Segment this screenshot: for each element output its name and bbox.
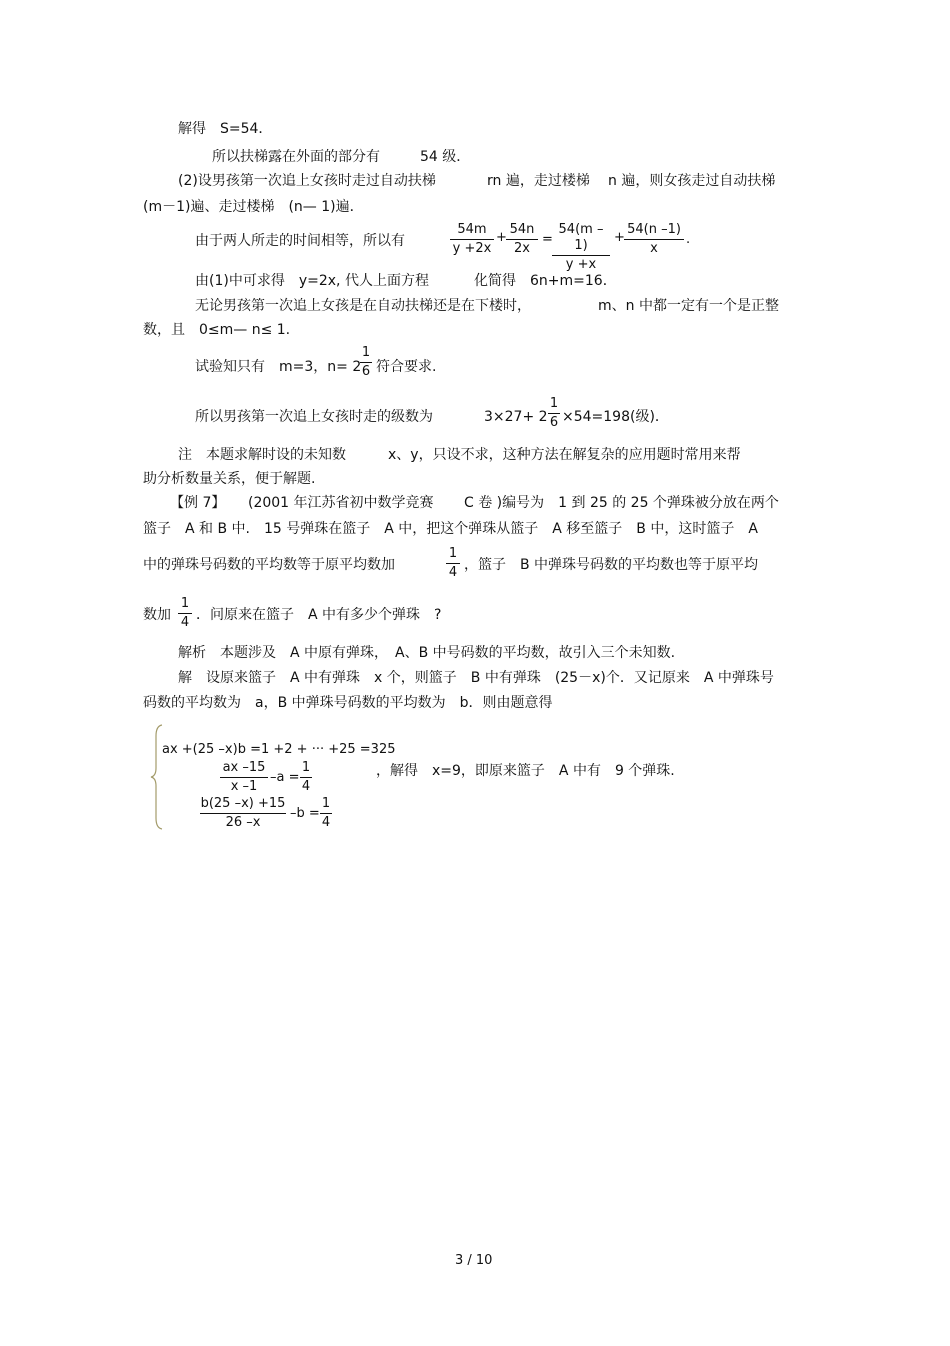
quarter-fraction-2-numerator: 1 [180,596,190,611]
line-11b: x、y，只设不求，这种方法在解复杂的应用题时常用来帮 [388,447,741,463]
line-9b: 符合要求. [376,359,437,375]
line-15b: ，篮子 B 中弹珠号码数的平均数也等于原平均 [464,557,759,573]
plus-sign-2: + [614,230,625,245]
line-2b: 54 级． [420,149,471,165]
line-14: 篮子 A 和 B 中. 15 号弹珠在篮子 A 中，把这个弹珠从篮子 A 移至篮子 B 中，这时篮子 A [143,521,758,537]
line-15a: 中的弹珠号码数的平均数等于原平均数加 [143,557,395,573]
system-row-3-middle: –b = [290,806,320,821]
line-3b: rn 遍，走过楼梯 [487,173,590,189]
line-13a: 【例 7】 [170,495,226,511]
system-row-2-denominator: x –1 [230,779,258,794]
page-number: 3 / 10 [455,1253,493,1268]
fraction-2-denominator: 2x [514,241,530,256]
fraction-2 [506,222,538,257]
system-row-2-fraction [220,760,268,795]
system-row-2-quarter [300,760,312,795]
line-7b: m、n 中都一定有一个是正整 [598,298,779,314]
mixed-fraction-2-numerator: 1 [549,396,559,411]
equals-sign: = [542,232,553,247]
line-10b: 3×27+ 2 [484,409,548,425]
fraction-4-denominator: x [650,241,658,256]
mixed-fraction-2-denominator: 6 [549,415,559,430]
fraction-4-numerator: 54(n –1) [627,222,681,237]
fraction-1-numerator: 54m [457,222,487,237]
mixed-fraction-1 [360,345,372,380]
line-13b: (2001 年江苏省初中数学竞赛 [248,495,434,511]
line-13c: C 卷 )编号为 1 到 25 的 25 个弹珠被分放在两个 [464,495,779,511]
plus-sign-1: + [496,230,507,245]
line-10a: 所以男孩第一次追上女孩时走的级数为 [195,409,433,425]
line-3a: (2)设男孩第一次追上女孩时走过自动扶梯 [178,173,436,189]
line-1: 解得 S=54． [178,121,273,137]
system-row-3-fraction [200,796,286,831]
line-7a: 无论男孩第一次追上女孩是在自动扶梯还是在下楼时， [195,298,531,314]
mixed-fraction-1-denominator: 6 [361,364,371,379]
system-row-3-quarter-denominator: 4 [321,815,331,830]
system-row-3-numerator: b(25 –x) +15 [200,796,286,811]
fraction-3 [552,222,610,273]
fraction-4 [624,222,684,257]
line-3c: n 遍，则女孩走过自动扶梯 [608,173,776,189]
line-6b: 化简得 6n+m=16． [474,273,617,289]
line-19: 码数的平均数为 a，B 中弹珠号码数的平均数为 b．则由题意得 [143,695,553,711]
mixed-fraction-2 [548,396,560,431]
mixed-fraction-1-numerator: 1 [361,345,371,360]
system-row-2-quarter-numerator: 1 [301,760,311,775]
fraction-3-denominator: y +x [565,257,597,272]
line-4: (m－1)遍、走过楼梯 (n— 1)遍． [143,199,364,215]
quarter-fraction-2 [178,596,192,631]
line-10c: ×54=198(级)． [562,409,669,425]
quarter-fraction-2-denominator: 4 [180,615,190,630]
system-row-2-middle: –a = [270,770,300,785]
system-row-3-quarter [320,796,332,831]
line-17: 解析 本题涉及 A 中原有弹珠， A、B 中号码数的平均数，故引入三个未知数. [178,645,676,661]
fraction-2-numerator: 54n [509,222,535,237]
system-row-3-quarter-numerator: 1 [321,796,331,811]
line-18: 解 设原来篮子 A 中有弹珠 x 个，则篮子 B 中有弹珠 (25－x)个．又记原来 A 中弹珠号 [178,670,774,686]
line-6a: 由(1)中可求得 y=2x, 代人上面方程 [195,273,429,289]
line-9a: 试验知只有 m=3，n= 2 [195,359,362,375]
line-12: 助分析数量关系，便于解题. [143,471,316,487]
fraction-1 [450,222,494,257]
quarter-fraction-1 [446,546,460,581]
equation-end-period: . [686,232,691,247]
line-16a: 数加 [143,607,171,623]
quarter-fraction-1-denominator: 4 [448,565,458,580]
line-8: 数，且 0≤m— n≤ 1. [143,322,291,338]
system-row-2-quarter-denominator: 4 [301,779,311,794]
line-11a: 注 本题求解时设的未知数 [178,447,346,463]
line-20: ，解得 x=9，即原来篮子 A 中有 9 个弹珠. [376,763,675,779]
line-2a: 所以扶梯露在外面的部分有 [212,149,380,165]
quarter-fraction-1-numerator: 1 [448,546,458,561]
fraction-1-denominator: y +2x [452,241,492,256]
system-row-1: ax +(25 –x)b =1 +2 + ··· +25 =325 [162,742,396,757]
system-row-2-numerator: ax –15 [222,760,266,775]
left-brace-icon [150,724,164,830]
fraction-3-numerator: 54(m –1) [558,222,604,253]
line-16b: ．问原来在篮子 A 中有多少个弹珠 ? [196,607,442,623]
system-row-3-denominator: 26 –x [225,815,261,830]
line-5: 由于两人所走的时间相等，所以有 [195,233,405,249]
